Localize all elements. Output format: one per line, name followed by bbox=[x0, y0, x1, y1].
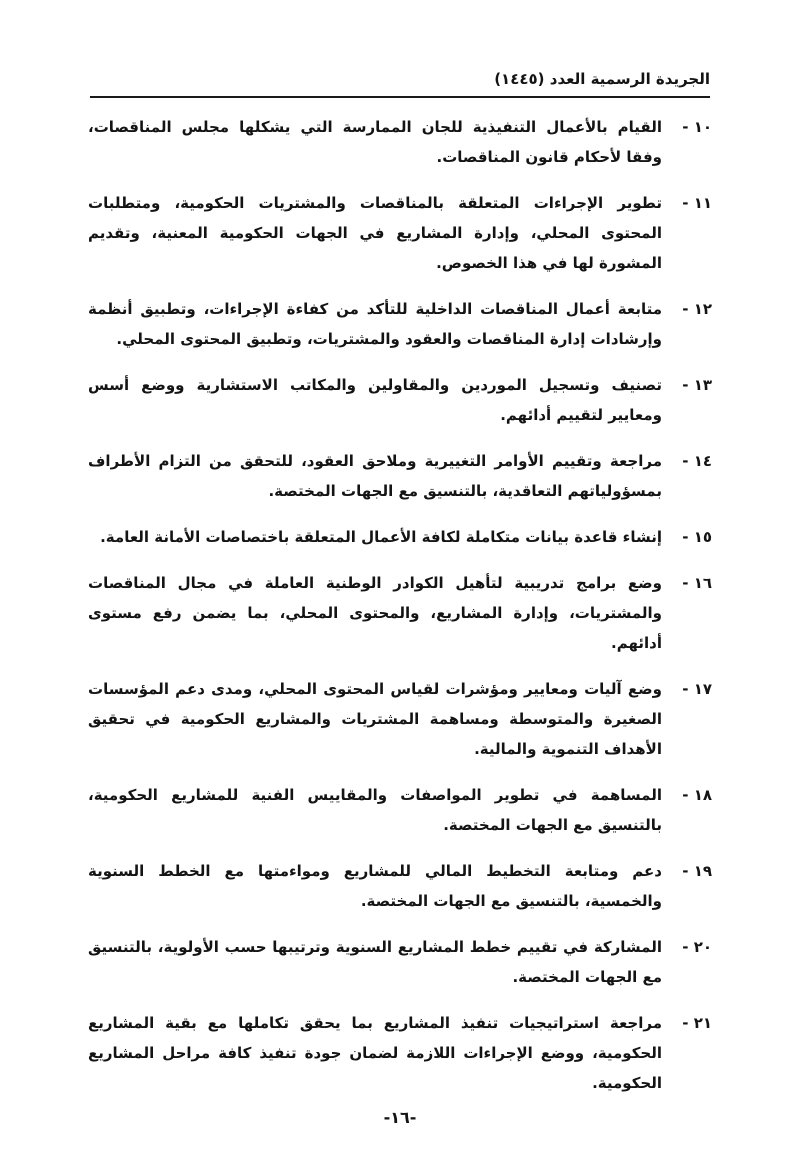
list-item bbox=[88, 294, 712, 354]
list-item bbox=[88, 932, 712, 992]
page-header bbox=[90, 62, 710, 98]
item-text: المساهمة في تطوير المواصفات والمقاييس الفنية للمشاريع الحكومية، بالتنسيق مع الجهات المختصة. bbox=[88, 786, 662, 834]
item-text: وضع آليات ومعايير ومؤشرات لقياس المحتوى المحلي، ومدى دعم المؤسسات الصغيرة والمتوسطة ومساهمة المشتريات والمشاريع الحكومية في تحقيق الأهداف التنموية والمالية. bbox=[88, 680, 662, 758]
item-number: ١١ - bbox=[682, 194, 712, 212]
list-item bbox=[88, 188, 712, 278]
page-number: -١٦- bbox=[383, 1108, 417, 1127]
gazette-title: الجريدة الرسمية العدد (١٤٤٥) bbox=[494, 70, 710, 88]
item-number: ٢١ - bbox=[682, 1014, 712, 1032]
list-item bbox=[88, 674, 712, 764]
numbered-list bbox=[88, 112, 712, 1114]
item-text: المشاركة في تقييم خطط المشاريع السنوية وترتيبها حسب الأولوية، بالتنسيق مع الجهات المختصة. bbox=[88, 938, 662, 986]
list-item bbox=[88, 856, 712, 916]
list-item bbox=[88, 446, 712, 506]
list-item bbox=[88, 522, 712, 552]
item-text: القيام بالأعمال التنفيذية للجان الممارسة التي يشكلها مجلس المناقصات، وفقا لأحكام قانون المناقصات. bbox=[88, 118, 662, 166]
item-text: مراجعة استراتيجيات تنفيذ المشاريع بما يحقق تكاملها مع بقية المشاريع الحكومية، ووضع الإجراءات اللازمة لضمان جودة تنفيذ كافة مراحل المشاريع الحكومية. bbox=[88, 1014, 662, 1092]
item-number: ١٨ - bbox=[682, 786, 712, 804]
item-number: ١٦ - bbox=[682, 574, 712, 592]
item-text: تطوير الإجراءات المتعلقة بالمناقصات والمشتريات الحكومية، ومتطلبات المحتوى المحلي، وإدارة المشاريع في الجهات الحكومية المعنية، وتقديم المشورة لها في هذا الخصوص. bbox=[88, 194, 662, 272]
item-number: ١٢ - bbox=[682, 300, 712, 318]
item-number: ٢٠ - bbox=[682, 938, 712, 956]
item-number: ١٠ - bbox=[682, 118, 712, 136]
list-item bbox=[88, 370, 712, 430]
item-number: ١٣ - bbox=[682, 376, 712, 394]
list-item bbox=[88, 568, 712, 658]
item-text: تصنيف وتسجيل الموردين والمقاولين والمكاتب الاستشارية ووضع أسس ومعايير لتقييم أدائهم. bbox=[88, 376, 662, 424]
list-item bbox=[88, 1008, 712, 1098]
item-text: مراجعة وتقييم الأوامر التغييرية وملاحق العقود، للتحقق من التزام الأطراف بمسؤولياتهم التعاقدية، بالتنسيق مع الجهات المختصة. bbox=[88, 452, 662, 500]
item-number: ١٩ - bbox=[682, 862, 712, 880]
item-text: متابعة أعمال المناقصات الداخلية للتأكد من كفاءة الإجراءات، وتطبيق أنظمة وإرشادات إدارة المناقصات والعقود والمشتريات، وتطبيق المحتوى المحلي. bbox=[88, 300, 662, 348]
item-number: ١٥ - bbox=[682, 528, 712, 546]
item-text: وضع برامج تدريبية لتأهيل الكوادر الوطنية العاملة في مجال المناقصات والمشتريات، وإدارة المشاريع، والمحتوى المحلي، بما يضمن رفع مستوى أدائهم. bbox=[88, 574, 662, 652]
item-number: ١٤ - bbox=[682, 452, 712, 470]
item-number: ١٧ - bbox=[682, 680, 712, 698]
item-text: إنشاء قاعدة بيانات متكاملة لكافة الأعمال المتعلقة باختصاصات الأمانة العامة. bbox=[100, 528, 662, 546]
list-item bbox=[88, 780, 712, 840]
item-text: دعم ومتابعة التخطيط المالي للمشاريع ومواءمتها مع الخطط السنوية والخمسية، بالتنسيق مع الجهات المختصة. bbox=[88, 862, 662, 910]
list-item bbox=[88, 112, 712, 172]
